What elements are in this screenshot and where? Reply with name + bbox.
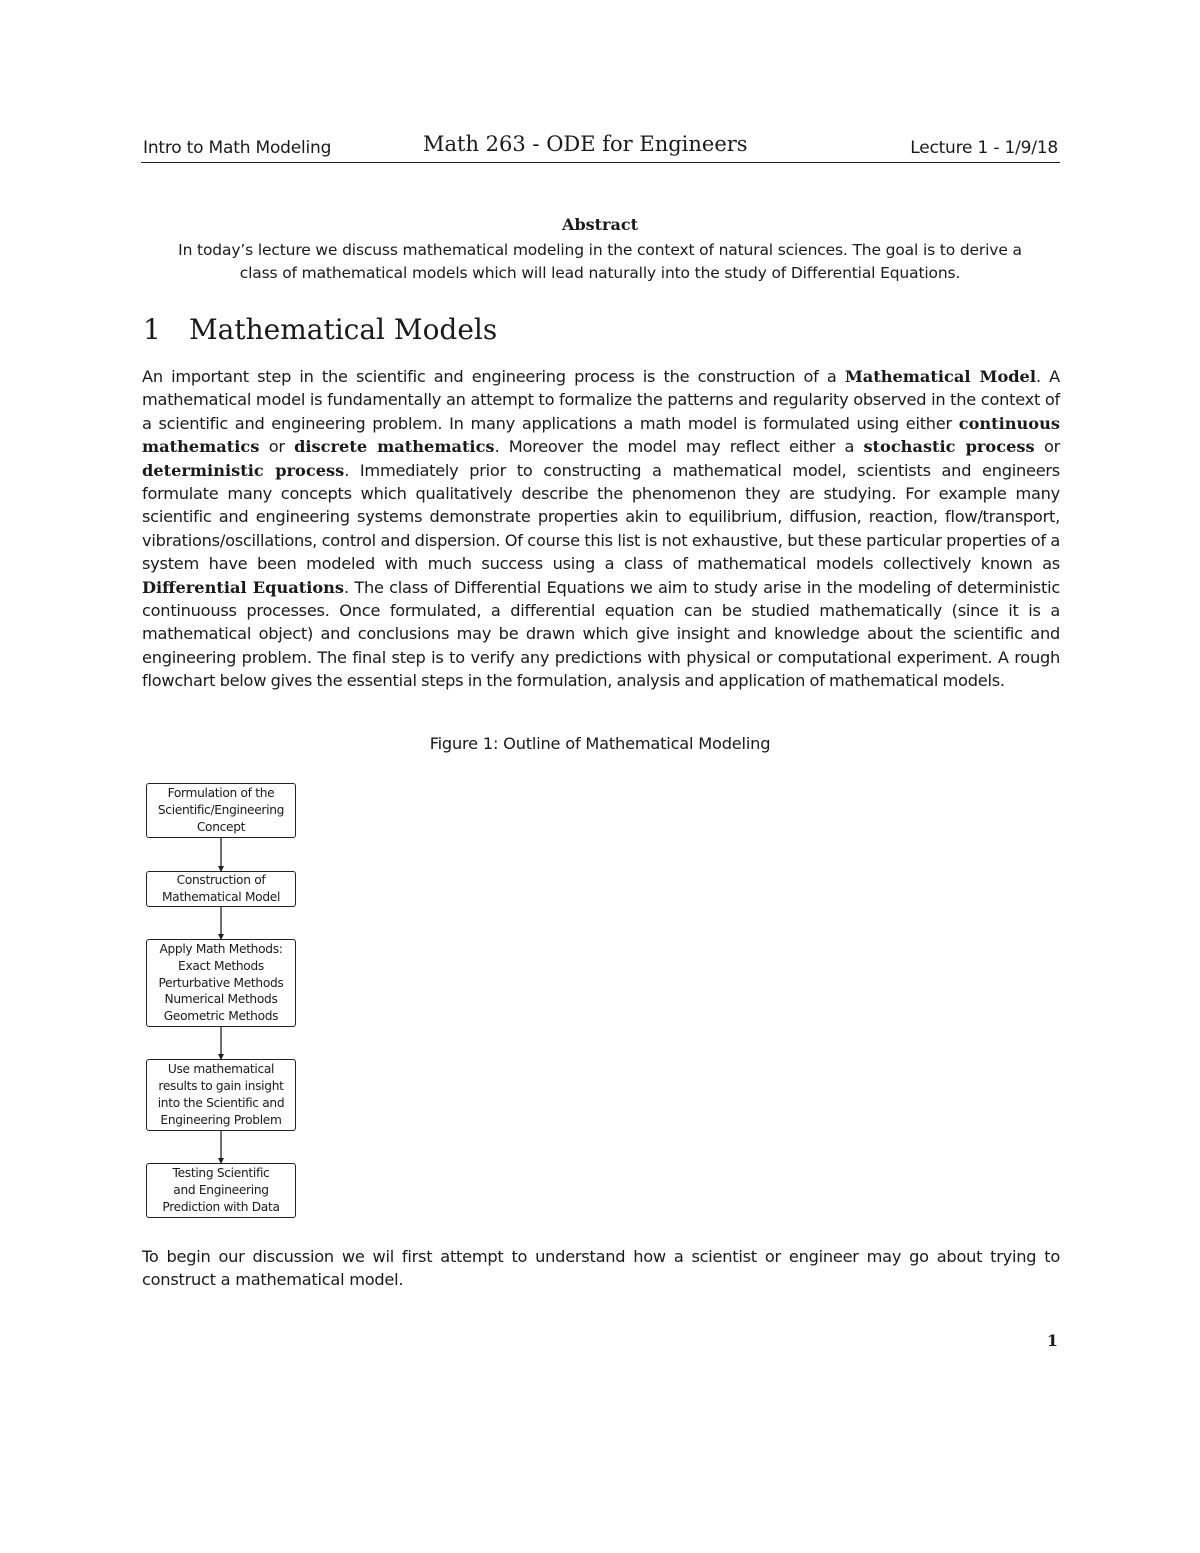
flowchart-step-text: Construction of	[176, 873, 266, 888]
flowchart-step-text: Geometric Methods	[163, 1009, 279, 1024]
paragraph-text: . Immediately prior to constructing a mathematical model, scientists and engineers formulate many concepts which qualitatively describe the phenomenon they are studying. For example many scientific and engineering systems demonstrate properties akin to equilibrium, diffusion, reaction, flow/transport, vibrations/oscillations, control and dispersion. Of course this list is not exhaustive, but these particular properties of a system have been modeled with much success using a class of mathematical models collectively known as	[142, 460, 1060, 574]
paragraph-text: or	[259, 437, 295, 457]
flowchart-step-text: Scientific/Engineering	[157, 803, 285, 818]
abstract-title: Abstract	[562, 215, 638, 234]
flowchart-step-construction	[146, 871, 296, 907]
flowchart-step-text: Perturbative Methods	[158, 975, 284, 990]
paragraph-text: An important step in the scientific and engineering process is the construction of a	[142, 367, 845, 386]
page-number: 1	[1046, 1331, 1058, 1350]
section-title: Mathematical Models	[189, 313, 498, 346]
header-lecture-date: Lecture 1 - 1/9/18	[910, 138, 1058, 158]
flowchart-step-testing	[146, 1163, 296, 1218]
body-paragraph	[142, 365, 1060, 693]
section-heading	[143, 313, 497, 346]
term-differential-equations: Differential Equations	[142, 577, 345, 597]
header-course-title: Math 263 - ODE for Engineers	[423, 132, 748, 156]
figure-caption: Figure 1: Outline of Mathematical Modeling	[429, 734, 771, 753]
header-course-topic: Intro to Math Modeling	[143, 138, 332, 158]
running-header	[141, 134, 1060, 163]
abstract-body: In today’s lecture we discuss mathematical modeling in the context of natural sciences. The goal is to derive a class of mathematical models which will lead naturally into the study of Differential Equations.	[178, 241, 1022, 282]
flowchart-step-text: Prediction with Data	[162, 1199, 280, 1214]
flowchart-step-text: into the Scientific and	[157, 1096, 285, 1110]
flowchart-step-text: Engineering Problem	[160, 1112, 282, 1127]
paragraph-text: . The class of Differential Equations we aim to study arise in the modeling of deterministic continuouss processes. Once formulated, a differential equation can be studied mathematically (since it is a mathematical object) and conclusions may be drawn which give insight and knowledge about the scientific and engineering problem. The final step is to verify any predictions with physical or computational experiment. A rough flowchart below gives the essential steps in the formulation, analysis and application of mathematical models.	[142, 577, 1060, 691]
section-number: 1	[143, 313, 161, 346]
flowchart-step-methods	[146, 939, 296, 1027]
flowchart-step-text: Formulation of the	[167, 786, 275, 801]
term-discrete-mathematics: discrete mathematics	[294, 437, 495, 457]
flowchart-step-text: Numerical Methods	[164, 992, 278, 1007]
paragraph-text: . Moreover the model may reflect either a	[494, 437, 864, 457]
flowchart-step-text: Use mathematical	[167, 1062, 275, 1077]
paragraph-text: . A mathematical model is fundamentally an attempt to formalize the patterns and regularity observed in the context of a scientific and engineering problem. In many applications a math model is formulated using either	[142, 367, 1061, 433]
closing-paragraph: To begin our discussion we wil first attempt to understand how a scientist or engineer may go about trying to construct a mathematical model.	[142, 1247, 1060, 1290]
term-mathematical-model: Mathematical Model	[844, 367, 1037, 386]
flowchart-step-insight	[146, 1059, 296, 1131]
flowchart-step-text: Exact Methods	[178, 958, 264, 973]
flowchart-step-text: Testing Scientific	[172, 1166, 270, 1181]
term-stochastic-process: stochastic process	[863, 437, 1035, 457]
paragraph-text: or	[1034, 437, 1060, 457]
term-continuous-mathematics: continuous mathematics	[142, 413, 1060, 457]
flowchart-step-text: results to gain insight	[158, 1079, 284, 1094]
flowchart-step-text: Mathematical Model	[161, 890, 281, 904]
flowchart-step-text: Apply Math Methods:	[159, 942, 283, 956]
flowchart-step-text: and Engineering	[173, 1183, 269, 1198]
term-deterministic-process: deterministic process	[142, 460, 345, 480]
flowchart-step-formulation	[146, 783, 296, 838]
flowchart-step-text: Concept	[196, 819, 246, 834]
